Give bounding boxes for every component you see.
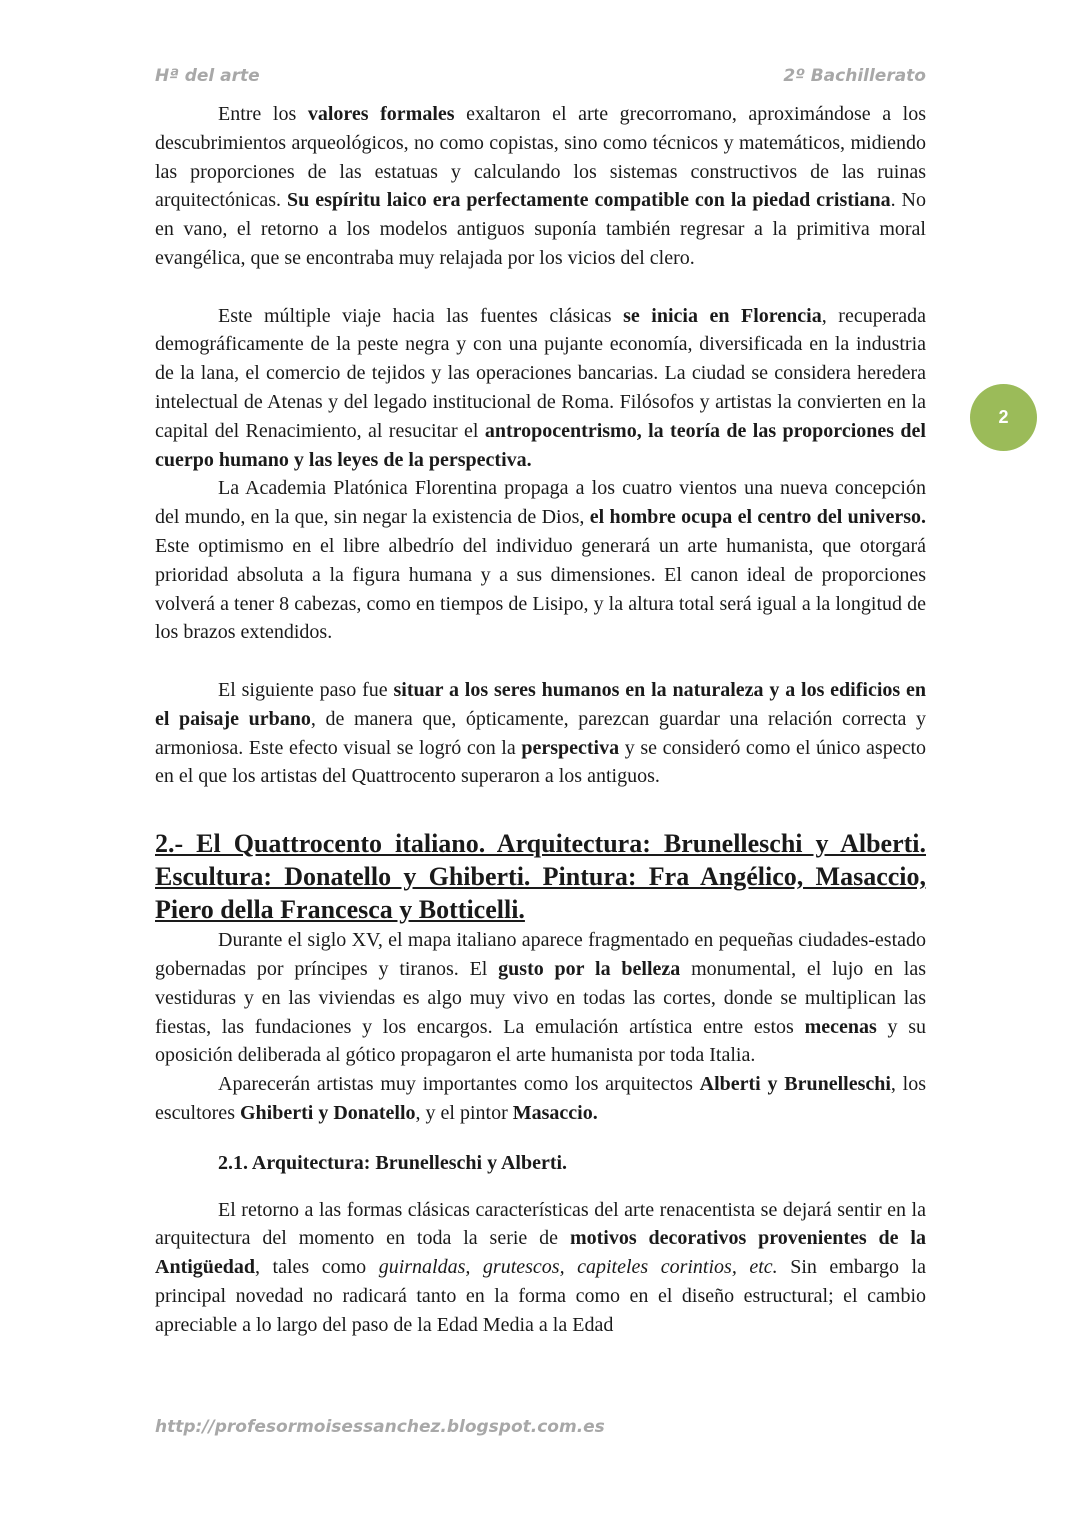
bold-text: se inicia en Florencia	[623, 304, 822, 327]
bold-text: gusto por la belleza	[498, 957, 681, 980]
paragraph-artists	[155, 1070, 926, 1128]
bold-text: mecenas	[804, 1015, 877, 1038]
text-run: y se consideró como el único aspecto en el que los artistas del Quattrocento superaron a los antiguos.	[155, 736, 927, 788]
paragraph-architecture	[155, 1196, 926, 1340]
footer-url: http://profesormoisessanchez.blogspot.com.es	[155, 1417, 605, 1437]
text-run: , recuperada demográficamente de la peste negra y con una pujante economía, diversificada en la industria de la lana, el comercio de tejidos y las operaciones bancarias. La ciudad se considera heredera intelectual de Atenas y del legado institucional de Roma. Filósofos y artistas la convierten en la capital del Renacimiento, al resucitar el	[155, 304, 926, 442]
paragraph-platonic-academy	[155, 474, 926, 647]
text-run: La Academia Platónica Florentina propaga a los cuatro vientos una nueva concepción del mundo, en la que, sin negar la existencia de Dios,	[155, 477, 926, 529]
text-run: El retorno a las formas clásicas características del arte renacentista se dejará sentir en la arquitectura del momento en toda la serie de	[155, 1198, 926, 1250]
italic-text: guirnaldas, grutescos, capiteles corintios, etc.	[378, 1256, 778, 1279]
text-run: , de manera que, ópticamente, parezcan guardar una relación correcta y armoniosa. Este efecto visual se logró con la	[155, 707, 927, 759]
bold-text: Su espíritu laico era perfectamente compatible con la piedad cristiana	[287, 189, 891, 212]
bold-text: perspectiva	[521, 736, 620, 759]
bold-text: motivos decorativos provenientes de la Antigüedad	[155, 1227, 926, 1279]
text-run: Este múltiple viaje hacia las fuentes clásicas	[218, 304, 624, 327]
text-run: y su oposición deliberada al gótico propagaron el arte humanista por toda Italia.	[155, 1015, 926, 1067]
text-run: El siguiente paso fue	[218, 678, 394, 701]
text-run: Sin embargo la principal novedad no radicará tanto en la forma como en el diseño estructural; el cambio apreciable a lo largo del paso de la Edad Media a la Edad	[155, 1256, 926, 1336]
page-header	[155, 66, 926, 96]
text-run: Aparecerán artistas muy importantes como los arquitectos	[218, 1073, 700, 1096]
subsection-heading: 2.1. Arquitectura: Brunelleschi y Alberti.	[218, 1151, 568, 1174]
text-run: , tales como	[255, 1256, 379, 1279]
paragraph-florence	[155, 302, 926, 475]
text-run: Entre los	[218, 103, 308, 125]
text-run: Durante el siglo XV, el mapa italiano aparece fragmentado en pequeñas ciudades-estado gobernadas por príncipes y tiranos. El	[155, 929, 926, 980]
text-run: . No en vano, el retorno a los modelos antiguos suponía también regresar a la primitiva moral evangélica, que se encontraba muy relajada por los vicios del clero.	[155, 189, 926, 269]
text-run: exaltaron el arte grecorromano, aproximándose a los descubrimientos arqueológicos, no como copistas, sino como técnicos y matemáticos, midiendo las proporciones de las estatuas y calculando los sistemas constructivos de las ruinas arquitectónicas.	[155, 103, 926, 212]
bold-text: Masaccio.	[512, 1101, 598, 1124]
document-body	[155, 100, 926, 1339]
bold-text: situar a los seres humanos en la naturaleza y a los edificios en el paisaje urbano	[155, 678, 926, 730]
bold-text: Alberti y Brunelleschi	[699, 1073, 891, 1096]
bold-text: valores formales	[307, 103, 455, 125]
header-subject: Hª del arte	[155, 66, 260, 86]
paragraph-fifteenth-century	[155, 926, 926, 1070]
text-run: Este optimismo en el libre albedrío del individuo generará un arte humanista, que otorgará prioridad absoluta a la figura humana y a sus dimensiones. El canon ideal de proporciones volverá a tener 8 cabezas, como en tiempos de Lisipo, y la altura total será igual a la longitud de los brazos extendidos.	[155, 534, 926, 644]
bold-text: Ghiberti y Donatello	[239, 1101, 416, 1124]
paragraph-perspective	[155, 676, 926, 791]
header-course: 2º Bachillerato	[783, 66, 926, 86]
page-number-badge: 2	[970, 384, 1037, 451]
text-run: monumental, el lujo en las vestiduras y en las viviendas es algo muy vivo en todas las cortes, donde se multiplican las fiestas, las fundaciones y los encargos. La emulación artística entre estos	[155, 957, 926, 1038]
bold-text: antropocentrismo, la teoría de las proporciones del cuerpo humano y las leyes de la perspectiva.	[155, 419, 926, 471]
text-run: , y el pintor	[415, 1101, 513, 1124]
text-run: , los escultores	[155, 1073, 927, 1124]
bold-text: el hombre ocupa el centro del universo.	[589, 506, 926, 529]
section-heading: 2.- El Quattrocento italiano. Arquitectura: Brunelleschi y Alberti. Escultura: Donatello y Ghiberti. Pintura: Fra Angélico, Masaccio, Piero della Francesca y Botticelli.	[155, 829, 926, 925]
paragraph-formal-values	[155, 100, 926, 273]
